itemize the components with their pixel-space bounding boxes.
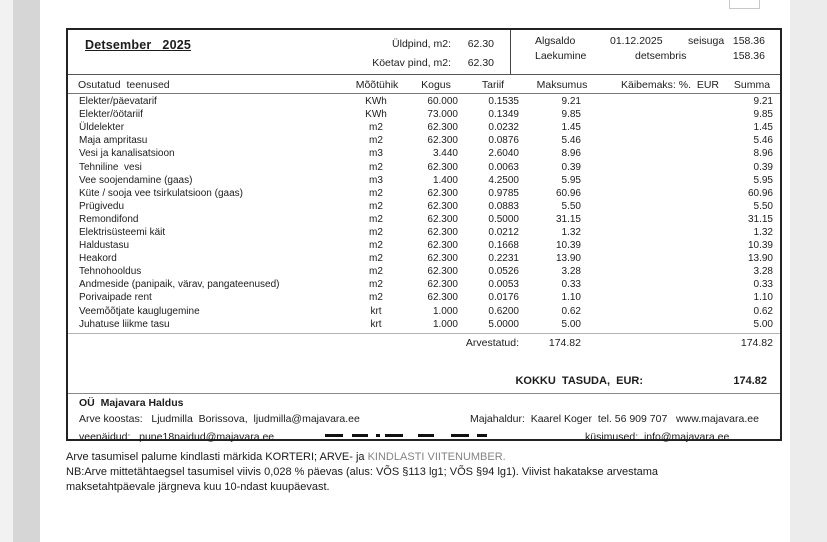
service-quantity: 1.400 [432,174,458,186]
redaction-dash [376,434,380,437]
service-cost: 1.10 [561,292,581,304]
service-name: Tehniline vesi [79,161,142,173]
service-total: 0.62 [753,305,773,317]
table-row [68,278,780,291]
service-tariff: 0.1668 [488,240,519,252]
service-cost: 8.96 [561,148,581,160]
service-total: 0.33 [753,279,773,291]
service-total: 10.39 [747,240,773,252]
service-unit: m2 [369,226,383,238]
redaction-dash [325,434,343,437]
service-tariff: 0.0883 [488,200,519,212]
service-unit: m2 [369,187,383,199]
service-total: 1.45 [753,122,773,134]
service-quantity: 1.000 [432,318,458,330]
service-cost: 13.90 [555,253,581,265]
service-name: Elekter/päevatarif [79,96,157,108]
redaction-dash [385,434,403,437]
amount-due-row [68,375,780,389]
service-tariff: 0.5000 [488,213,519,225]
service-quantity: 62.300 [427,266,458,278]
header-separator-line [68,74,780,75]
service-tariff: 0.0212 [488,226,519,238]
service-cost: 1.32 [561,226,581,238]
service-tariff: 5.0000 [488,318,519,330]
service-quantity: 62.300 [427,240,458,252]
left-margin-shadow [13,0,40,542]
service-quantity: 62.300 [427,253,458,265]
payment-received-value: 158.36 [732,50,765,62]
service-cost: 5.95 [561,174,581,186]
service-total: 60.96 [747,187,773,199]
service-quantity: 62.300 [427,279,458,291]
meter-readings-email: veenäidud: pune18naidud@majavara.ee [79,431,275,443]
service-unit: m3 [369,148,383,160]
service-unit: KWh [365,96,387,108]
service-unit: m2 [369,135,383,147]
redaction-dash [451,434,469,437]
service-total: 5.50 [753,200,773,212]
table-header-underline [68,93,780,94]
service-tariff: 4.2500 [488,174,519,186]
service-quantity: 62.300 [427,226,458,238]
service-name: Haldustasu [79,240,130,252]
total-area-label: Üldpind, m2: [392,38,451,50]
opening-balance-value: 158.36 [732,35,765,47]
service-name: Vee soojendamine (gaas) [79,174,193,186]
service-name: Porivaipade rent [79,292,152,304]
table-row [68,160,780,173]
service-unit: krt [370,318,382,330]
payment-received-period: detsembris [635,50,687,62]
service-tariff: 0.0876 [488,135,519,147]
redaction-dash [477,434,487,437]
table-rows [68,95,780,331]
service-cost: 0.62 [561,305,581,317]
table-row [68,108,780,121]
col-header-unit: Mõõtühik [355,79,399,91]
table-row [68,226,780,239]
heated-area-line [318,57,494,69]
service-total: 9.21 [753,96,773,108]
service-quantity: 62.300 [427,122,458,134]
service-cost: 0.39 [561,161,581,173]
redaction-dash [352,434,368,437]
opening-balance-row [510,35,780,48]
service-cost: 5.00 [561,318,581,330]
top-edge-artifact-small [729,0,760,9]
service-name: Prügivedu [79,200,125,212]
payment-note-line2: NB:Arve mittetähtaegsel tasumisel viivis 0,028 % päevas (alus: VÕS §113 lg1; VÕS §94 lg1). Viivist hakatakse arvestama [66,466,659,478]
service-cost: 10.39 [555,240,581,252]
service-quantity: 1.000 [432,305,458,317]
opening-balance-label: Algsaldo [535,35,576,47]
payment-note-line1: Arve tasumisel palume kindlasti märkida KORTERI; ARVE- ja KINDLASTI VIITENUMBER. [66,451,506,463]
table-row [68,239,780,252]
heated-area-label: Köetav pind, m2: [372,57,451,69]
service-name: Tehnohooldus [79,266,142,278]
table-row [68,174,780,187]
service-total: 31.15 [747,213,773,225]
col-header-tariff: Tariif [481,79,505,91]
service-name: Elekter/öötariif [79,109,143,121]
service-cost: 0.33 [561,279,581,291]
service-total: 0.39 [753,161,773,173]
service-name: Küte / sooja vee tsirkulatsioon (gaas) [79,187,243,199]
service-unit: m2 [369,292,383,304]
calculated-total: 174.82 [740,336,773,349]
table-row [68,95,780,108]
total-area-line [318,38,494,50]
service-total: 1.10 [753,292,773,304]
table-row [68,121,780,134]
service-tariff: 0.1349 [488,109,519,121]
service-cost: 9.85 [561,109,581,121]
service-tariff: 0.1535 [488,96,519,108]
table-row [68,252,780,265]
service-tariff: 0.0176 [488,292,519,304]
service-tariff: 0.0232 [488,122,519,134]
service-quantity: 3.440 [432,148,458,160]
service-cost: 3.28 [561,266,581,278]
service-quantity: 62.300 [427,213,458,225]
invoice-border-box [66,28,782,441]
service-unit: m2 [369,240,383,252]
payment-received-label: Laekumine [535,50,587,62]
service-tariff: 0.0053 [488,279,519,291]
opening-balance-date: 01.12.2025 [610,35,663,47]
service-tariff: 0.2231 [488,253,519,265]
invoice-prepared-by: Arve koostas: Ljudmilla Borissova, ljudmilla@majavara.ee [79,413,360,425]
service-unit: m2 [369,213,383,225]
service-unit: krt [370,305,382,317]
service-tariff: 0.6200 [488,305,519,317]
service-unit: KWh [365,109,387,121]
service-quantity: 60.000 [427,96,458,108]
col-header-cost: Maksumus [536,79,588,91]
calculated-cost: 174.82 [548,336,581,349]
service-unit: m2 [369,266,383,278]
footer-separator-line [68,393,780,394]
service-unit: m2 [369,279,383,291]
top-edge-artifact [297,0,497,9]
service-quantity: 73.000 [427,109,458,121]
service-cost: 5.50 [561,200,581,212]
table-row [68,187,780,200]
invoice-month-title: Detsember 2025 [85,38,192,52]
heated-area-value: 62.30 [467,57,494,69]
col-header-total: Summa [733,79,771,91]
service-name: Maja ampritasu [79,135,148,147]
table-row [68,291,780,304]
service-cost: 1.45 [561,122,581,134]
service-unit: m2 [369,122,383,134]
left-margin-outer [0,0,13,542]
service-tariff: 0.0526 [488,266,519,278]
service-total: 3.28 [753,266,773,278]
payment-note-line3: maksetahtpäevale järgneva kuu 10-ndast kuupäevast. [66,481,330,493]
service-name: Vesi ja kanalisatsioon [79,148,175,160]
table-row [68,318,780,331]
calculated-total-row [68,336,780,350]
col-header-vat: Käibemaks: %. EUR [620,79,720,91]
service-name: Veemõõtjate kauglugemine [79,305,200,317]
calculated-label: Arvestatud: [465,336,519,349]
house-manager-contact: Majahaldur: Kaarel Koger tel. 56 909 707 www.majavara.ee [470,413,759,425]
service-unit: m3 [369,174,383,186]
service-quantity: 62.300 [427,135,458,147]
company-name: OÜ Majavara Haldus [79,397,184,409]
service-cost: 31.15 [555,213,581,225]
redaction-dash [418,434,434,437]
service-unit: m2 [369,253,383,265]
opening-balance-suffix: seisuga [688,35,725,47]
total-area-value: 62.30 [467,38,494,50]
service-quantity: 62.300 [427,292,458,304]
service-total: 13.90 [747,253,773,265]
service-tariff: 2.6040 [488,148,519,160]
service-cost: 60.96 [555,187,581,199]
partially-erased-text: KINDLASTI VIITENUMBER. [367,451,506,463]
table-row [68,265,780,278]
amount-due-label: KOKKU TASUDA, EUR: [515,375,643,387]
service-name: Remondifond [79,213,139,225]
service-name: Elektrisüsteemi käit [79,226,166,238]
service-cost: 9.21 [561,96,581,108]
right-margin [790,0,827,542]
service-total: 5.46 [753,135,773,147]
service-total: 8.96 [753,148,773,160]
service-tariff: 0.9785 [488,187,519,199]
service-total: 5.95 [753,174,773,186]
table-row [68,305,780,318]
service-cost: 5.46 [561,135,581,147]
col-header-services: Osutatud teenused [78,79,170,91]
table-bottom-line [68,333,780,334]
table-row [68,200,780,213]
amount-due-value: 174.82 [733,375,767,387]
service-unit: m2 [369,200,383,212]
service-total: 9.85 [753,109,773,121]
service-name: Heakord [79,253,117,265]
table-row [68,213,780,226]
table-row [68,134,780,147]
questions-email: küsimused: info@majavara.ee [585,431,730,443]
service-quantity: 62.300 [427,187,458,199]
service-quantity: 62.300 [427,200,458,212]
service-tariff: 0.0063 [488,161,519,173]
table-row [68,147,780,160]
service-unit: m2 [369,161,383,173]
service-total: 1.32 [753,226,773,238]
service-name: Andmeside (panipaik, värav, pangateenused) [79,279,280,291]
col-header-qty: Kogus [421,79,451,91]
service-total: 5.00 [753,318,773,330]
service-name: Üldelekter [79,122,125,134]
service-name: Juhatuse liikme tasu [79,318,170,330]
payment-received-row [510,50,780,63]
service-quantity: 62.300 [427,161,458,173]
